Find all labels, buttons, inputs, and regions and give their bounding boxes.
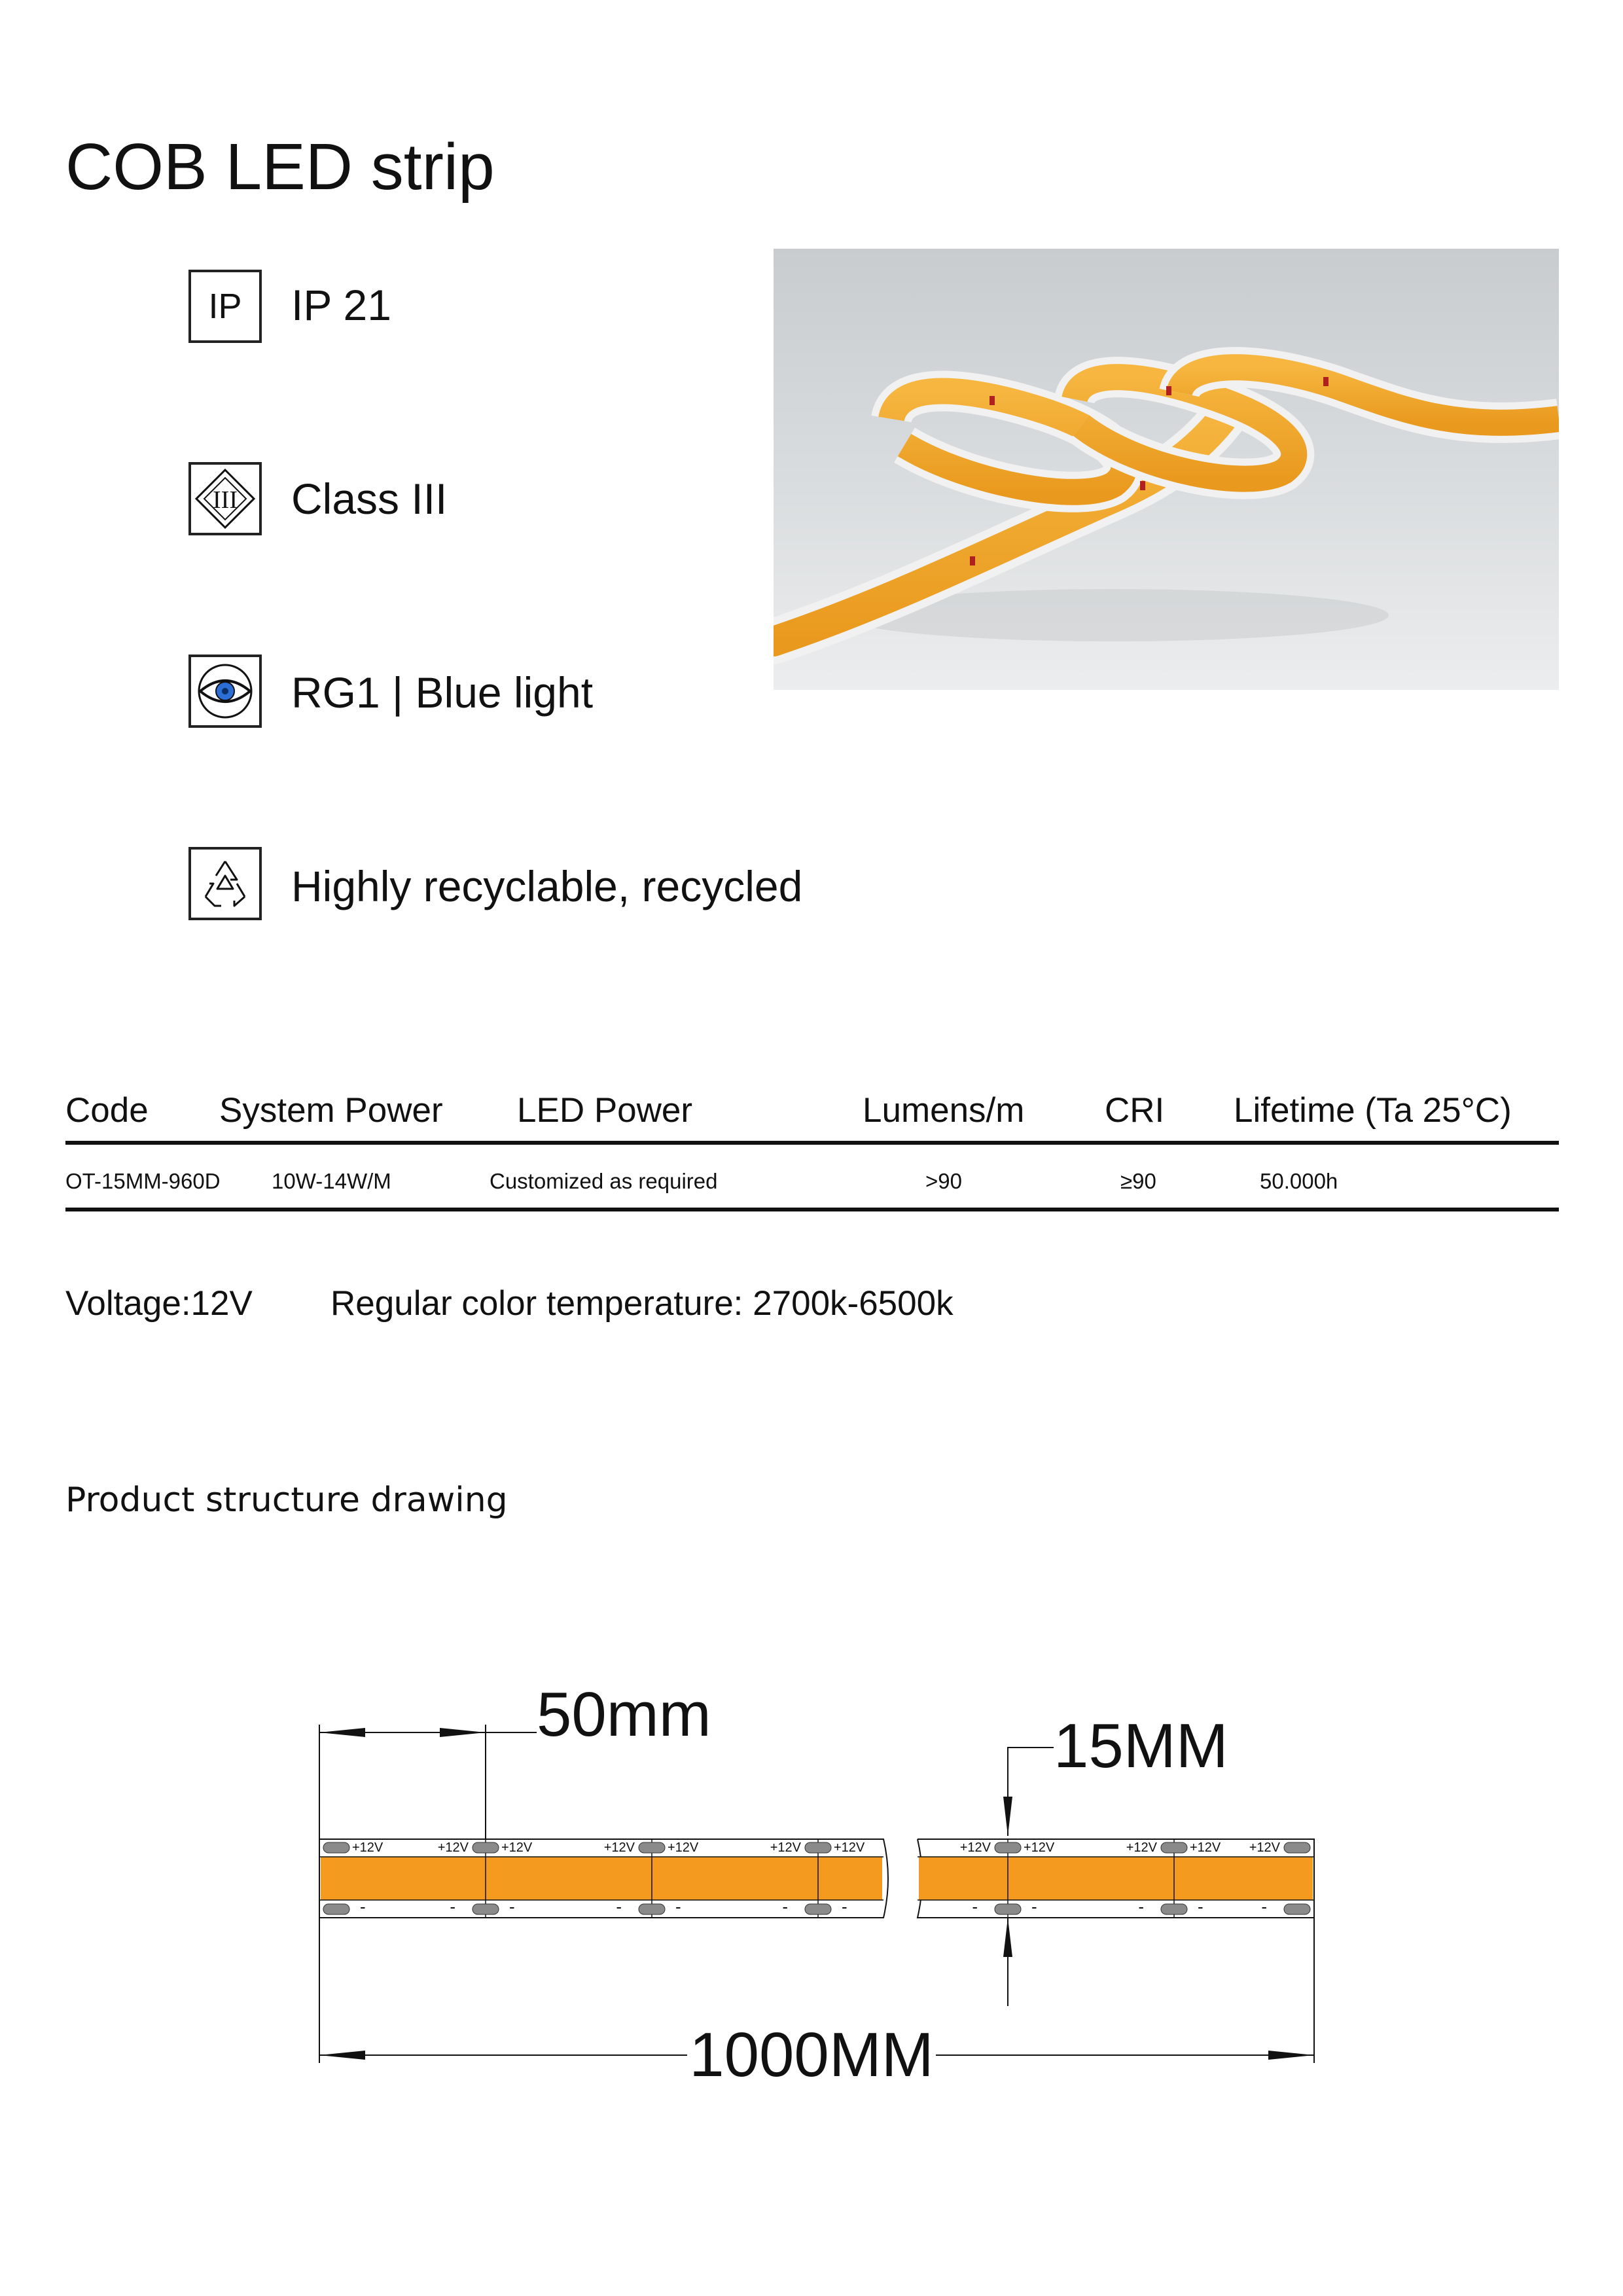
pad-negative — [1161, 1904, 1187, 1914]
ip-rating-icon — [188, 270, 262, 343]
pad-negative-label: - — [1261, 1897, 1267, 1916]
width-arrow-bottom — [1003, 1918, 1012, 1957]
table-header-system-power: System Power — [219, 1091, 443, 1130]
width-arrow-top — [1003, 1797, 1012, 1836]
pad-negative-label: - — [1198, 1897, 1204, 1916]
structure-drawing — [308, 1676, 1329, 2081]
eye-icon — [188, 655, 262, 728]
pad-negative — [473, 1904, 499, 1914]
pad-negative-label: - — [616, 1897, 622, 1916]
length-arrow-left — [319, 2051, 365, 2060]
pad-positive-label: +12V — [1249, 1840, 1280, 1855]
feature-label-recyclable: Highly recyclable, recycled — [291, 862, 803, 910]
table-header-led-power: LED Power — [517, 1091, 693, 1130]
table-header-rule — [65, 1141, 1559, 1145]
svg-text:III: III — [213, 486, 238, 514]
pad-positive-label: +12V — [1024, 1840, 1055, 1855]
pad-negative — [639, 1904, 665, 1914]
table-cell-code: OT-15MM-960D — [65, 1169, 221, 1193]
pad-positive-label: +12V — [437, 1840, 469, 1855]
pad-positive-label: +12V — [770, 1840, 801, 1855]
table-header-code: Code — [65, 1091, 149, 1130]
color-temperature-text: Regular color temperature: 2700k-6500k — [330, 1284, 954, 1323]
table-bottom-rule — [65, 1208, 1559, 1211]
feature-label-ip: IP 21 — [291, 281, 391, 329]
strip-segment-right-led-band — [919, 1857, 1313, 1900]
pad-positive — [1284, 1842, 1310, 1853]
feature-label-class: Class III — [291, 475, 448, 523]
pad-positive — [1161, 1842, 1187, 1853]
class-iii-icon — [188, 462, 262, 535]
pad-negative-label: - — [842, 1897, 847, 1916]
pad-positive — [473, 1842, 499, 1853]
width-leader-top — [1008, 1748, 1054, 1836]
section-title: Product structure drawing — [65, 1480, 508, 1520]
pad-negative — [1284, 1904, 1310, 1914]
pad-positive — [995, 1842, 1021, 1853]
pad-negative-label: - — [509, 1897, 515, 1916]
pad-positive-label: +12V — [352, 1840, 383, 1855]
recycle-icon — [188, 847, 262, 920]
pad-negative-label: - — [1138, 1897, 1144, 1916]
table-cell-led-power: Customized as required — [490, 1169, 718, 1193]
table-cell-system-power: 10W-14W/M — [272, 1169, 391, 1193]
pad-negative-label: - — [450, 1897, 455, 1916]
pad-negative-label: - — [675, 1897, 681, 1916]
table-header-lumens: Lumens/m — [863, 1091, 1025, 1130]
width-label: 15MM — [1054, 1711, 1228, 1781]
pad-positive — [805, 1842, 831, 1853]
pad-positive-label: +12V — [959, 1840, 991, 1855]
pad-positive-label: +12V — [834, 1840, 865, 1855]
table-header-lifetime: Lifetime (Ta 25°C) — [1234, 1091, 1512, 1130]
pitch-arrow-right — [440, 1728, 486, 1737]
table-cell-lifetime: 50.000h — [1260, 1169, 1338, 1193]
feature-label-blue-light: RG1 | Blue light — [291, 668, 594, 717]
pad-positive-label: +12V — [1126, 1840, 1157, 1855]
product-photo — [774, 249, 1559, 690]
pad-negative-label: - — [360, 1897, 366, 1916]
pad-negative — [995, 1904, 1021, 1914]
pad-positive — [639, 1842, 665, 1853]
pad-positive-label: +12V — [1190, 1840, 1221, 1855]
strip-segment-left-led-band — [321, 1857, 882, 1900]
pad-positive-label: +12V — [501, 1840, 533, 1855]
pad-positive-label: +12V — [603, 1840, 635, 1855]
length-label: 1000MM — [689, 2020, 934, 2081]
voltage-text: Voltage:12V — [65, 1284, 253, 1323]
pad-negative — [805, 1904, 831, 1914]
table-cell-cri: ≥90 — [1120, 1169, 1156, 1193]
pitch-label: 50mm — [537, 1679, 711, 1749]
pitch-arrow-left — [319, 1728, 365, 1737]
pad-negative-label: - — [782, 1897, 788, 1916]
pad-positive — [323, 1842, 349, 1853]
pad-negative-label: - — [1031, 1897, 1037, 1916]
pad-negative-label: - — [972, 1897, 978, 1916]
table-header-cri: CRI — [1105, 1091, 1165, 1130]
svg-text:IP: IP — [208, 287, 242, 326]
pad-negative — [323, 1904, 349, 1914]
pad-positive-label: +12V — [668, 1840, 699, 1855]
table-cell-lumens: >90 — [925, 1169, 962, 1193]
page-title: COB LED strip — [65, 130, 495, 204]
length-arrow-right — [1268, 2051, 1314, 2060]
